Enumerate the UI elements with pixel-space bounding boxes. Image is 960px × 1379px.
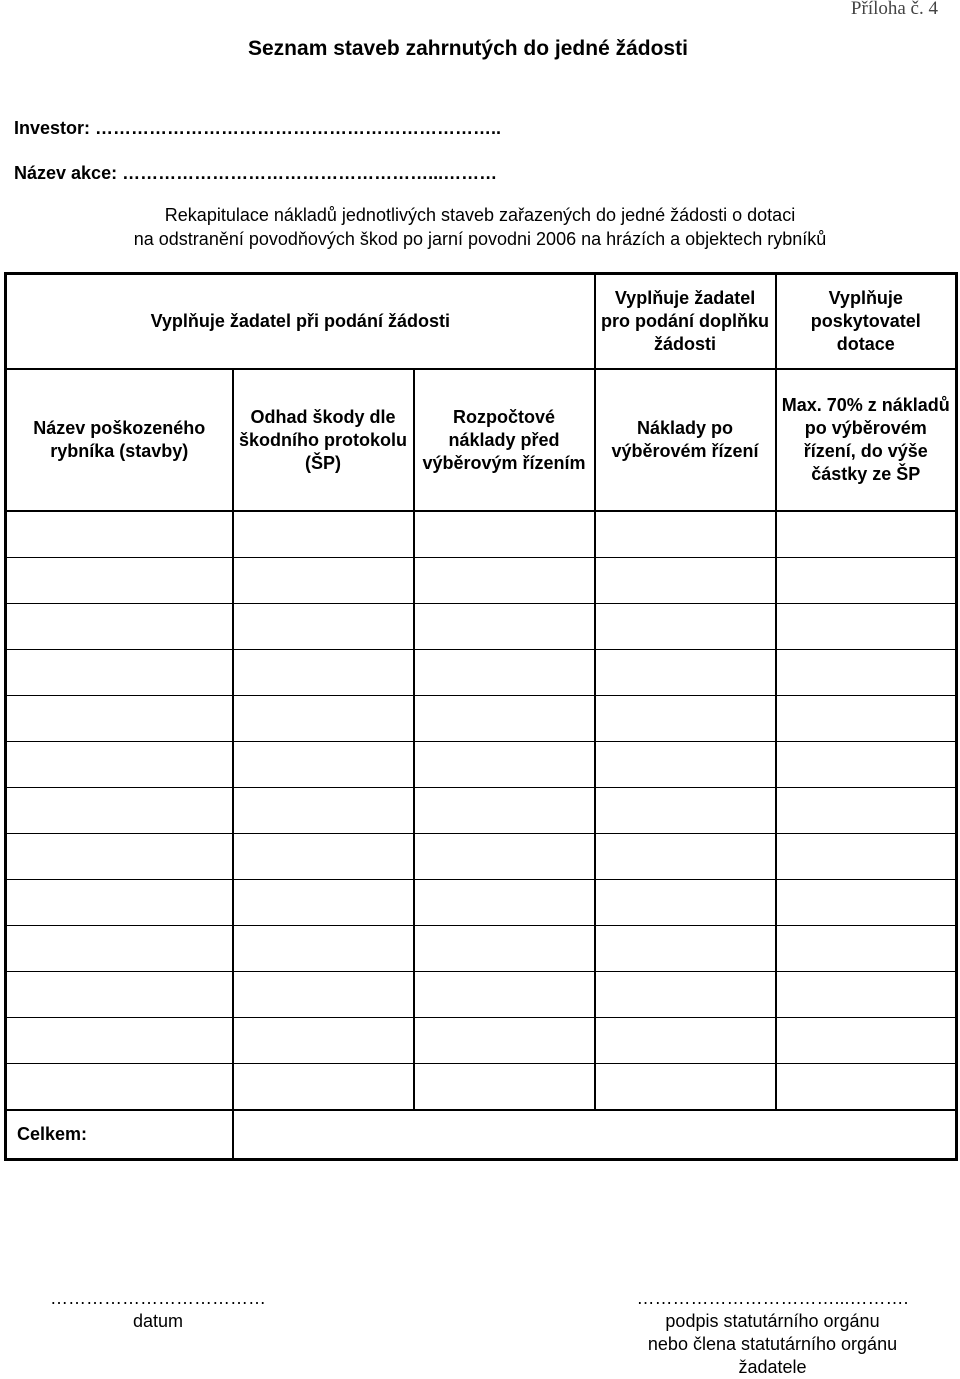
- group-header-applicant-submission: Vyplňuje žadatel při podání žádosti: [6, 274, 595, 370]
- table-row: [6, 926, 957, 972]
- cell-pond-name[interactable]: [6, 926, 233, 972]
- cell-pond-name[interactable]: [6, 742, 233, 788]
- cell-damage-estimate[interactable]: [233, 880, 414, 926]
- group-header-applicant-supplement: Vyplňuje žadatel pro podání doplňku žádosti: [595, 274, 776, 370]
- table-row: [6, 604, 957, 650]
- cell-damage-estimate[interactable]: [233, 558, 414, 604]
- action-name-label: Název akce:: [14, 163, 118, 183]
- table-row: [6, 1018, 957, 1064]
- date-label: datum: [132, 1311, 184, 1331]
- table-row: [6, 558, 957, 604]
- cell-budget-before-tender[interactable]: [414, 972, 595, 1018]
- investor-field: [14, 118, 501, 139]
- column-header-damage-estimate: Odhad škody dle škodního protokolu (ŠP): [233, 369, 414, 511]
- column-header-budget-before-tender: Rozpočtové náklady před výběrovým řízením: [414, 369, 595, 511]
- cell-pond-name[interactable]: [6, 650, 233, 696]
- cell-costs-after-tender[interactable]: [595, 604, 776, 650]
- cell-max-70-percent[interactable]: [776, 511, 957, 558]
- table-row: [6, 1064, 957, 1111]
- cell-max-70-percent[interactable]: [776, 742, 957, 788]
- date-dots[interactable]: ………………………………: [50, 1288, 266, 1308]
- total-cell-damage-estimate[interactable]: [233, 1110, 414, 1160]
- signature-label-line-2: nebo člena statutárního orgánu: [647, 1334, 898, 1354]
- total-cell-budget-before-tender[interactable]: [414, 1110, 595, 1160]
- cell-pond-name[interactable]: [6, 834, 233, 880]
- cell-pond-name[interactable]: [6, 972, 233, 1018]
- cell-costs-after-tender[interactable]: [595, 650, 776, 696]
- cell-costs-after-tender[interactable]: [595, 558, 776, 604]
- cell-pond-name[interactable]: [6, 1018, 233, 1064]
- cell-max-70-percent[interactable]: [776, 972, 957, 1018]
- cell-damage-estimate[interactable]: [233, 834, 414, 880]
- investor-label: Investor:: [14, 118, 91, 138]
- cell-damage-estimate[interactable]: [233, 972, 414, 1018]
- cell-damage-estimate[interactable]: [233, 788, 414, 834]
- table-row: [6, 742, 957, 788]
- cell-damage-estimate[interactable]: [233, 926, 414, 972]
- action-name-dots[interactable]: ……………………………………………...………: [117, 163, 498, 183]
- total-row: [6, 1110, 957, 1160]
- cell-budget-before-tender[interactable]: [414, 696, 595, 742]
- cell-max-70-percent[interactable]: [776, 1064, 957, 1111]
- signature-dots[interactable]: ……………………………...……….: [636, 1288, 909, 1308]
- cell-costs-after-tender[interactable]: [595, 834, 776, 880]
- column-header-row: [6, 369, 957, 511]
- recap-heading: [0, 203, 960, 251]
- table-row: [6, 696, 957, 742]
- group-header-row: [6, 274, 957, 370]
- recap-line-2: na odstranění povodňových škod po jarní povodni 2006 na hrázích a objektech rybníků: [133, 229, 827, 249]
- column-header-costs-after-tender: Náklady po výběrovém řízení: [595, 369, 776, 511]
- date-signature-block: [18, 1287, 298, 1333]
- cell-max-70-percent[interactable]: [776, 1018, 957, 1064]
- total-label: Celkem:: [6, 1110, 233, 1160]
- cell-damage-estimate[interactable]: [233, 1064, 414, 1111]
- attachment-number: Příloha č. 4: [850, 0, 938, 19]
- cell-pond-name[interactable]: [6, 788, 233, 834]
- cell-max-70-percent[interactable]: [776, 604, 957, 650]
- recap-line-1: Rekapitulace nákladů jednotlivých staveb zařazených do jedné žádosti o dotaci: [164, 205, 796, 225]
- table-row: [6, 650, 957, 696]
- cell-costs-after-tender[interactable]: [595, 1064, 776, 1111]
- cell-max-70-percent[interactable]: [776, 558, 957, 604]
- total-cell-max-70-percent[interactable]: [776, 1110, 957, 1160]
- table-row: [6, 788, 957, 834]
- cell-max-70-percent[interactable]: [776, 650, 957, 696]
- cell-budget-before-tender[interactable]: [414, 1064, 595, 1111]
- cell-budget-before-tender[interactable]: [414, 511, 595, 558]
- cell-costs-after-tender[interactable]: [595, 972, 776, 1018]
- cell-max-70-percent[interactable]: [776, 926, 957, 972]
- cell-damage-estimate[interactable]: [233, 1018, 414, 1064]
- cell-costs-after-tender[interactable]: [595, 788, 776, 834]
- table-row: [6, 972, 957, 1018]
- cell-damage-estimate[interactable]: [233, 604, 414, 650]
- cell-budget-before-tender[interactable]: [414, 650, 595, 696]
- cell-costs-after-tender[interactable]: [595, 511, 776, 558]
- cell-budget-before-tender[interactable]: [414, 834, 595, 880]
- group-header-provider: Vyplňuje poskytovatel dotace: [776, 274, 957, 370]
- table-row: [6, 834, 957, 880]
- cell-max-70-percent[interactable]: [776, 788, 957, 834]
- cell-damage-estimate[interactable]: [233, 511, 414, 558]
- cell-costs-after-tender[interactable]: [595, 1018, 776, 1064]
- total-cell-costs-after-tender[interactable]: [595, 1110, 776, 1160]
- cell-budget-before-tender[interactable]: [414, 788, 595, 834]
- page-title: Seznam staveb zahrnutých do jedné žádosti: [248, 37, 688, 60]
- cell-pond-name[interactable]: [6, 604, 233, 650]
- cell-pond-name[interactable]: [6, 558, 233, 604]
- cell-budget-before-tender[interactable]: [414, 926, 595, 972]
- cell-budget-before-tender[interactable]: [414, 880, 595, 926]
- cell-damage-estimate[interactable]: [233, 650, 414, 696]
- cell-max-70-percent[interactable]: [776, 834, 957, 880]
- signature-label-line-3: žadatele: [738, 1357, 807, 1377]
- cell-costs-after-tender[interactable]: [595, 696, 776, 742]
- action-name-field: [14, 163, 497, 184]
- cell-max-70-percent[interactable]: [776, 696, 957, 742]
- cell-pond-name[interactable]: [6, 696, 233, 742]
- cell-budget-before-tender[interactable]: [414, 558, 595, 604]
- cell-damage-estimate[interactable]: [233, 696, 414, 742]
- cell-max-70-percent[interactable]: [776, 880, 957, 926]
- cost-table: [4, 272, 958, 1161]
- cell-costs-after-tender[interactable]: [595, 880, 776, 926]
- column-header-max-70-percent: Max. 70% z nákladů po výběrovém řízení, do výše částky ze ŠP: [776, 369, 957, 511]
- cell-pond-name[interactable]: [6, 1064, 233, 1111]
- table-row: [6, 511, 957, 558]
- cell-budget-before-tender[interactable]: [414, 742, 595, 788]
- cell-budget-before-tender[interactable]: [414, 1018, 595, 1064]
- cell-pond-name[interactable]: [6, 511, 233, 558]
- cell-damage-estimate[interactable]: [233, 742, 414, 788]
- signature-label-line-1: podpis statutárního orgánu: [665, 1311, 880, 1331]
- investor-dots[interactable]: …………………………………………………………..: [90, 118, 502, 138]
- table-row: [6, 880, 957, 926]
- statutory-signature-block: [600, 1287, 945, 1379]
- cell-costs-after-tender[interactable]: [595, 742, 776, 788]
- cell-budget-before-tender[interactable]: [414, 604, 595, 650]
- cell-pond-name[interactable]: [6, 880, 233, 926]
- cell-costs-after-tender[interactable]: [595, 926, 776, 972]
- column-header-pond-name: Název poškozeného rybníka (stavby): [6, 369, 233, 511]
